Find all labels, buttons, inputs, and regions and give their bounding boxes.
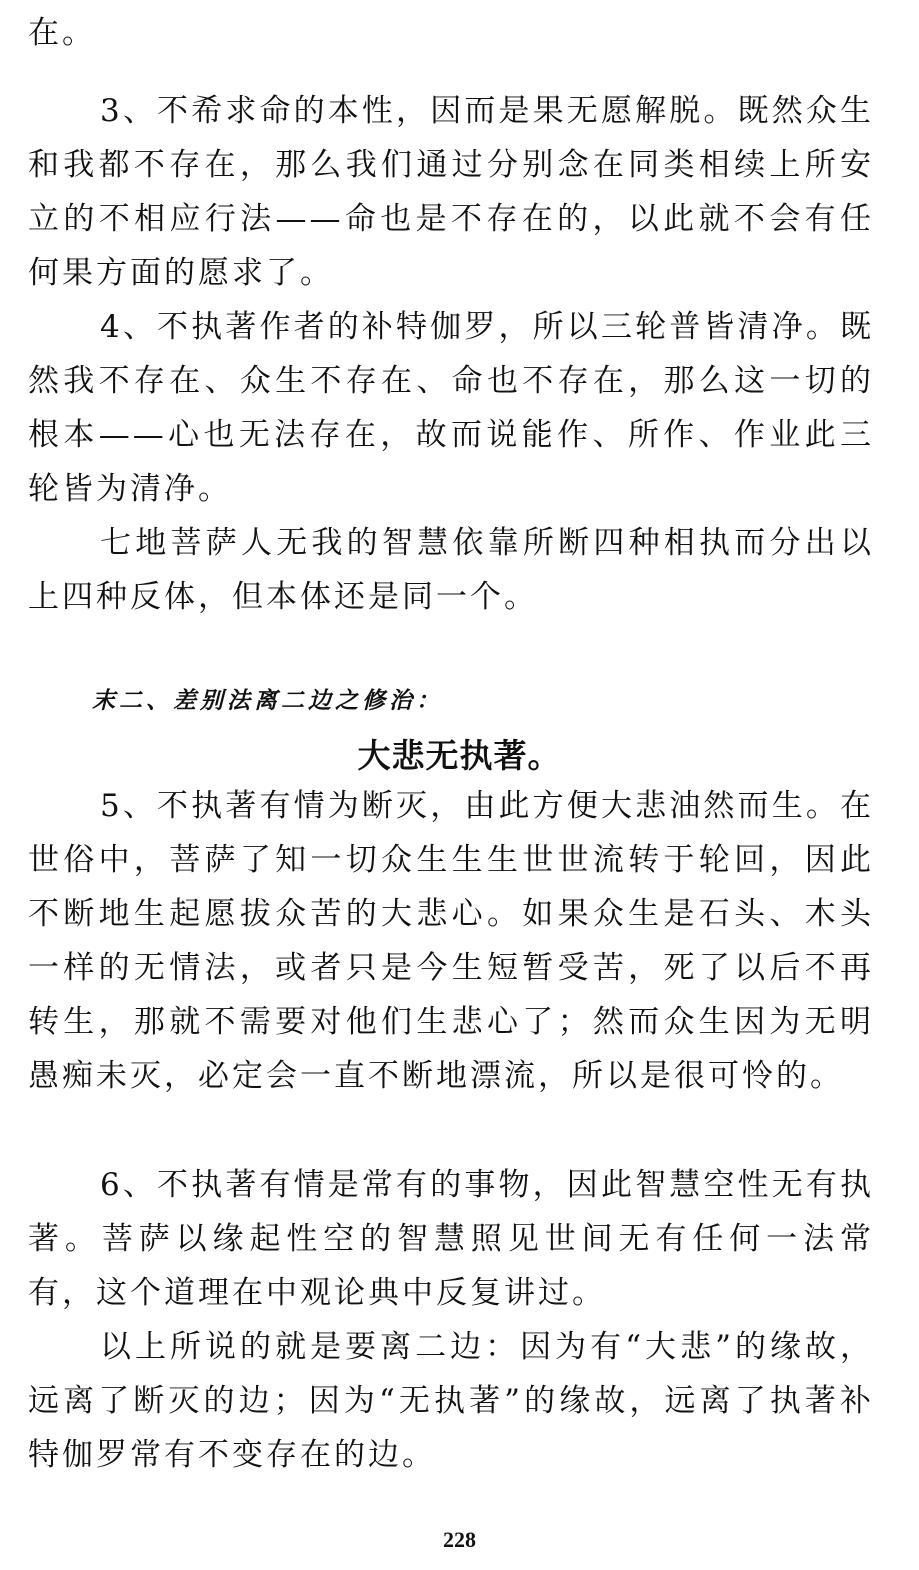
paragraph-continuation: 在。 (28, 15, 96, 51)
paragraph-conclusion: 以上所说的就是要离二边：因为有“大悲”的缘故，远离了断灭的边；因为“无执著”的缘故，远离了执著补特伽罗常有不变存在的边。 (28, 1329, 874, 1473)
section-heading: 末二、差别法离二边之修治： (92, 687, 443, 714)
page-number: 228 (443, 1527, 476, 1552)
paragraph-point-5: 5、不执著有情为断灭，由此方便大悲油然而生。在世俗中，菩萨了知一切众生生生世世流转于轮回，因此不断地生起愿拔众苦的大悲心。如果众生是石头、木头一样的无情法，或者只是今生短暂受苦，死了以后不再转生，那就不需要对他们生悲心了；然而众生因为无明愚痴未灭，必定会一直不断地漂流，所以是很可怜的。 (28, 788, 874, 1094)
paragraph-point-6: 6、不执著有情是常有的事物，因此智慧空性无有执著。菩萨以缘起性空的智慧照见世间无有任何一法常有，这个道理在中观论典中反复讲过。 (28, 1167, 874, 1311)
section-subheading: 大悲无执著。 (357, 736, 562, 775)
paragraph-point-4: 4、不执著作者的补特伽罗，所以三轮普皆清净。既然我不存在、众生不存在、命也不存在，那么这一切的根本——心也无法存在，故而说能作、所作、作业此三轮皆为清净。 (28, 309, 874, 507)
paragraph-point-3: 3、不希求命的本性，因而是果无愿解脱。既然众生和我都不存在，那么我们通过分别念在同类相续上所安立的不相应行法——命也是不存在的，以此就不会有任何果方面的愿求了。 (28, 93, 874, 291)
paragraph-summary-seventh-bhumi: 七地菩萨人无我的智慧依靠所断四种相执而分出以上四种反体，但本体还是同一个。 (28, 525, 874, 615)
